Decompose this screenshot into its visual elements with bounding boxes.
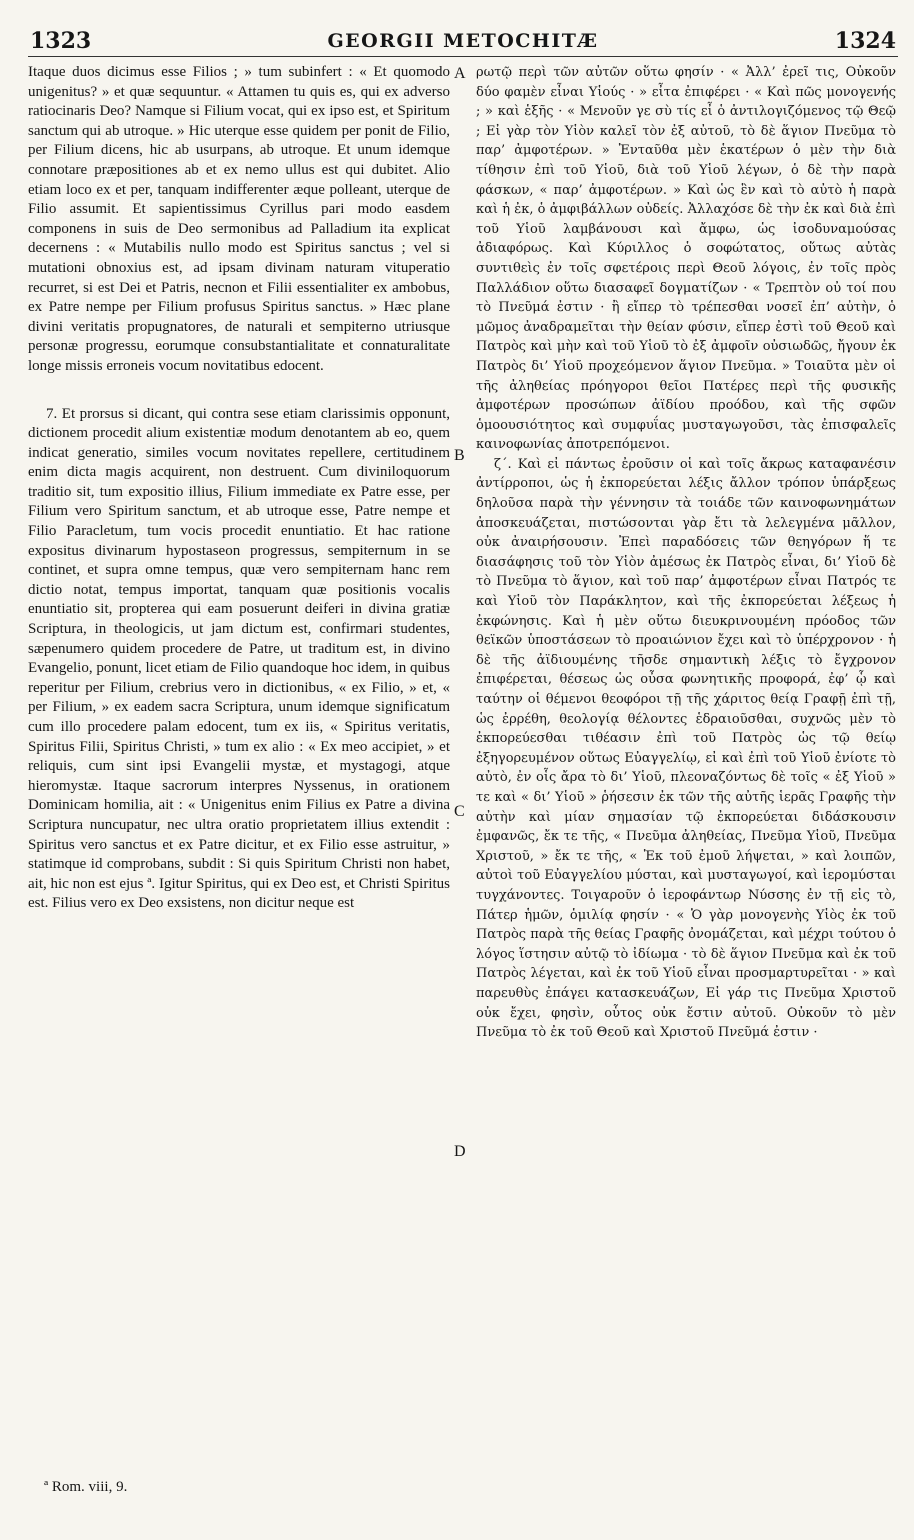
running-title: GEORGII METOCHITÆ [327,30,599,52]
greek-paragraph-1: ρωτῷ περὶ τῶν αὐτῶν οὕτω φησίν · « Ἀλλ’ ἐρεῖ τις, Οὐκοῦν δύο φαμὲν εἶναι Υἱούς · » εἶτα ἐπιφέρει · « Καὶ πῶς μονογενής ; » καὶ ἑξῆς · « Μενοῦν γε σὺ τίς εἶ ὁ ἀντιλογιζόμενος τῷ Θεῷ ; Εἰ γὰρ τὸν Υἱὸν καλεῖ τὸν ἐξ αὐτοῦ, τὸ δὲ ἅγιον Πνεῦμα τὸ παρ’ ἀμφοτέρων. » Ἐνταῦθα μὲν ἑκατέρων ὁ μὲν τὴν διὰ τίθησιν ἐπὶ τοῦ Υἱοῦ, διὰ τοῦ Υἱοῦ λέγων, ὁ δὲ τὴν παρὰ φάσκων, « παρ’ ἀμφοτέρων. » Καὶ ὡς ἓν καὶ τὸ αὐτὸ ἡ παρὰ καὶ ἡ ἐκ, ὁ ἀμφιβάλλων οὐδείς. Ἀλλαχόσε δὲ τὴν ἐκ καὶ διὰ ἐπὶ τοῦ Υἱοῦ λαμβάνουσι καὶ ἄμφω, ὡς ἰσοδυναμούσας ἀδιαφόρως. Καὶ Κύριλλος ὁ σοφώτατος, οὕτως αὐτὰς συντιθεὶς ἐν τοῖς σφετέροις περὶ Θεοῦ λόγοις, ἐν τοῖς πρὸς Παλλάδιον οὕτω διασαφεῖ δογματίζων · « Τρεπτὸν οὐ τοί που τὸ Πνεῦμά ἐστιν · ἢ εἴπερ τὸ τρέπεσθαι νοσεῖ ἐπ’ αὐτὴν, ὁ μῶμος ἀναδραμεῖται τὴν θείαν φύσιν, εἴπερ ἐστὶ τοῦ Θεοῦ καὶ Πατρὸς καὶ μὴν καὶ τοῦ Υἱοῦ τὸ ἐξ ἀμφοῖν οὐσιωδῶς, ἤγουν ἐκ Πατρὸς δι’ Υἱοῦ προχεόμενον ἅγιον Πνεῦμα. » Τοιαῦτα μὲν οἱ τῆς ἀληθείας πρόηγοροι θεῖοι Πατέρες περὶ τῆς φυσικῆς ἀμφοτέρων προσώπων ἀϊδίου προόδου, καὶ τῆς σφῶν ὁμοουσιότητος καὶ συμφυΐας μυσταγωγοῦσι, τὰς ἐπισφαλεῖς καινοφωνίας ἀποτρεπόμενοι. [476,65,896,453]
footnote: ª Rom. viii, 9. [44,1479,128,1495]
page-number-left: 1323 [30,28,92,54]
margin-marker-b: B [454,447,465,464]
latin-paragraph-2: 7. Et prorsus si dicant, qui contra sese etiam clarissimis opponunt, dictionem procedit alium existentiæ modum denotantem ab eo, quem indicat generatio, similes vocum novitates repellere, certitudinem enim dicta magis acquirent, non destruent. Cum diviniloquorum traditio sit, tum expositio illius, Filium immediate ex Patre esse, per Filium vero Spiritum sanctum, et ab utroque esse, Patre nempe et Filio Paracletum, tum vocis procedit enuntiatio. Et hac ratione expositus divinarum hypostaseon progressus, sempiternum in se continet, et supra omne tempus, quæ vero sempiternam hanc rem dictio notat, tempus importat, tanquam quæ positionis vocalis enuntiatio sit, propterea qui eam posuerunt deiferi in divina gratiæ Scriptura, in theologicis, ut jam dictum est, confirmari studentes, sæpenumero quidem procedere de Patre, ut traditum est, in divino Evangelio, ponunt, licet etiam de Filio quandoque hoc idem, in quibus reperitur per Filium, crebrius vero in dictionibus, « ex Filio, » et, « per Filium, » ex eadem sacra Scriptura, unum idemque significatum cum illo procedere palam edocent, tum ex iis, « Spiritus veritatis, Spiritus Filii, Spiritus Christi, » tum ex alio : « Ex meo accipiet, » et reliquis, cum sint ipsi Evangelii mystæ, et mystagogi, atque hieromystæ. Itaque sacrorum interpres Nyssenus, in orationem Dominicam homilia, ait : « Unigenitus enim Filius ex Patre a divina Scriptura nuncupatur, nec ultra oratio proprietatem illius extendit : Spiritus vero sanctus et ex Patre dicitur, et ex Filio esse astruitur, » statimque id comprobans, subdit : Si quis Spiritum Christi non habet, ait, hic non est ejus ª. Igitur Spiritus, qui ex Deo est, et Christi Spiritus est. Filius vero ex Deo exsistens, non dicitur neque est [28,405,451,912]
running-header [28,22,898,57]
latin-column [28,63,450,914]
greek-paragraph-2: ζ΄. Καὶ εἰ πάντως ἐροῦσιν οἱ καὶ τοῖς ἄκρως καταφανέσιν ἀντίρροποι, ὡς ἡ ἐκπορεύεται λέξις ἄλλον τρόπον ὑπάρξεως δηλοῦσα παρὰ τὴν γέννησιν τὰ τοιάδε τῶν καινοφωνημάτων ἀποσκευάζεται, πιστώσονται γὰρ ἔτι τὰ λελεγμένα μᾶλλον, οὐκ ἀναιρήσουσιν. Ἐπεὶ παραδόσεις τῶν θεηγόρων ἥ τε διασάφησις τοῦ τὸν Υἱὸν ἀμέσως ἐκ Πατρὸς εἶναι, δι’ Υἱοῦ δὲ τὸ Πνεῦμα τὸ ἅγιον, καὶ τοῦ παρ’ ἀμφοτέρων εἶναι Πατρός τε καὶ Υἱοῦ τὸν Παράκλητον, καὶ τῆς ἐκπορεύεται λέξεως ἡ ἐκφώνησις. Καὶ ἡ μὲν οὕτω διευκρινουμένη πρόοδος τῶν θεϊκῶν ὑποστάσεων τὸ προαιώνιον ἔχει καὶ τὸ ὑπέρχρονον · ἡ δὲ τῆς ἀϊδιουμένης τῆσδε σημαντικὴ λέξις τὸ ἔγχρονον ἐπιφέρεται, θέσεως ὡς οὖσα φωνητικῆς προφορά, ἐφ’ ᾧ καὶ ταύτην οἱ θέμενοι θεοφόροι τῇ τῆς χάριτος θείᾳ Γραφῇ ἐπὶ τῇ, ὡς ἐρρέθη, θεολογίᾳ θέλοντες ἑδραιοῦσθαι, συχνῶς μὲν τὸ ἐκπορεύεσθαι τιθέασιν ἐπὶ τοῦ Πατρὸς ὡς τῷ θείῳ ἐξηγορευμένον οὕτως Εὐαγγελίῳ, εἰ καὶ ἐπὶ τοῦ Υἱοῦ ἐνίοτε τὸ αὐτὸ, ἐν οἷς ἄρα τὸ δι’ Υἱοῦ, πλεοναζόντως δὲ τοῖς « ἐξ Υἱοῦ » τε καὶ « δι’ Υἱοῦ » ῥήσεσιν ἐκ τῶν τῆς αὐτῆς ἱερᾶς Γραφῆς τὴν αὐτὴν καὶ μίαν σημασίαν τῷ ἐκπορεύεται διδάσκουσιν ἐμφανῶς, ἔκ τε τῆς, « Πνεῦμα ἀληθείας, Πνεῦμα Υἱοῦ, Πνεῦμα Χριστοῦ, » ἔκ τε τῆς, « Ἐκ τοῦ ἐμοῦ λήψεται, » καὶ λοιπῶν, αὐτοὶ τοῦ Εὐαγγελίου μύσται, καὶ μυσταγωγοί, καὶ ἱερομύσται τυγχάνοντες. Τοιγαροῦν ὁ ἱεροφάντωρ Νύσσης ἐν τῇ εἰς τὸ, Πάτερ ἡμῶν, ὁμιλίᾳ φησίν · « Ὁ γὰρ μονογενὴς Υἱὸς ἐκ τοῦ Πατρὸς παρὰ τῆς θείας Γραφῆς ὀνομάζεται, καὶ μέχρι τούτου ὁ λόγος ἵστησιν αὐτῷ τὸ ἰδίωμα · τὸ δὲ ἅγιον Πνεῦμα καὶ ἐκ τοῦ Πατρὸς λέγεται, καὶ ἐκ τοῦ Υἱοῦ εἶναι προσμαρτυρεῖται · » καὶ παρευθὺς ἐπάγει κατασκευάζων, Εἰ γάρ τις Πνεῦμα Χριστοῦ οὐκ ἔχει, φησὶν, οὗτος οὐκ ἔστιν αὐτοῦ. Οὐκοῦν τὸ μὲν Πνεῦμα τὸ ἐκ τοῦ Θεοῦ καὶ Χριστοῦ Πνεῦμά ἐστιν · [476,456,896,1041]
page [28,22,898,1522]
latin-paragraph-1: Itaque duos dicimus esse Filios ; » tum subinfert : « Et quomodo unigenitus? » et quæ sequuntur. « Attamen tu quis es, qui ex adverso ratiocinaris Deo? Namque si Filium vocat, qui ex ipso est, et Spiritum sanctum qui ab utroque. » Hic uterque esse quidem per ponit de Filio, per Filium dicens, hic ab usurpans, ab utroque. Et unum idemque connotare præpositiones ab et ex nemo ullus est qui dubitet. Alio etiam loco ex et per, tanquam indifferenter æque polleant, uterque de Filio assumit. Et sapientissimus Cyrillus pari modo easdem componens in suis de Deo sermonibus ad Palladium ita explicat decernens : « Mutabilis nullo modo est Spiritus sanctus ; vel si mutationi obnoxius est, ad ipsam divinam naturam vituperatio recurret, si est Dei et Patris, necnon et Filii essentialiter ex ambobus, ex Patre nempe per Filium profusus Spiritus sanctus. » Hæc plane divini veritatis propugnatores, de naturali et sempiterno utriusque personæ progressu, eorumque consubstantialitate et connaturalitate longe missis erroneis vocum novitatibus edocent. [28,64,450,374]
margin-marker-a: A [454,65,466,82]
page-number-right: 1324 [834,28,896,54]
greek-column [476,63,896,1043]
margin-marker-d: D [454,1143,466,1160]
margin-marker-c: C [454,803,465,820]
